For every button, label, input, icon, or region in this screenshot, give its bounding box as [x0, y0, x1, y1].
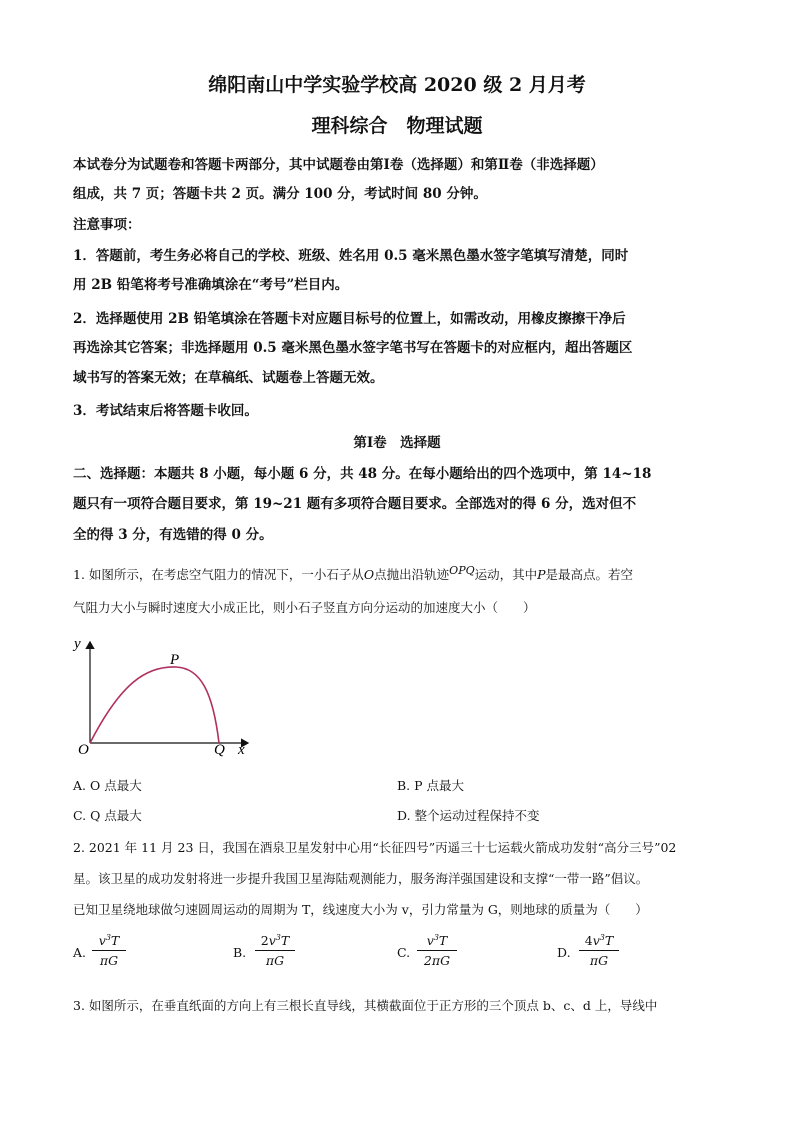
a-v: v	[98, 933, 106, 949]
q1-option-b[interactable]: B. P 点最大	[397, 778, 465, 793]
c-exp: 3	[433, 933, 439, 942]
q2-option-c-fraction[interactable]	[417, 933, 457, 968]
a-t: T	[110, 933, 120, 949]
q1-line-1	[73, 565, 633, 583]
d-exp: 3	[599, 933, 605, 942]
q1-text-d: 是最高点。若空	[545, 567, 634, 582]
a-exp: 3	[105, 933, 111, 942]
q1-text-c: 运动，其中	[474, 567, 538, 582]
notice-2-line-3: 域书写的答案无效；在草稿纸、试题卷上答题无效。	[73, 370, 384, 386]
q2-line-1: 2. 2021 年 11 月 23 日，我国在酒泉卫星发射中心用“长征四号”丙遥三十七运载火箭成功发射“高分三号”02	[73, 840, 677, 855]
exam-title: 绵阳南山中学实验学校高 2020 级 2 月月考	[208, 74, 586, 96]
q2-option-b-fraction[interactable]	[255, 933, 295, 968]
notice-2-line-1: 2．选择题使用 2B 铅笔填涂在答题卡对应题目标号的位置上，如需改动，用橡皮擦擦干净后	[73, 311, 626, 327]
section-line-2: 题只有一项符合题目要求，第 19~21 题有多项符合题目要求。全部选对的得 6 分，选对但不	[73, 496, 637, 512]
q2-option-a-label[interactable]: A.	[73, 945, 87, 960]
point-q-label: Q	[214, 742, 225, 758]
q2-option-d-label[interactable]: D.	[557, 945, 571, 960]
notice-1-line-1: 1．答题前，考生务必将自己的学校、班级、姓名用 0.5 毫米黑色墨水签字笔填写清楚，同时	[73, 248, 629, 264]
b-v: v	[268, 933, 276, 949]
d-v: v	[592, 933, 600, 949]
q3-line-1: 3. 如图所示，在垂直纸面的方向上有三根长直导线，其横截面位于正方形的三个顶点 b、c、d 上，导线中	[73, 998, 658, 1013]
c-den: 2πG	[423, 953, 451, 969]
notice-2-line-2: 再选涂其它答案；非选择题用 0.5 毫米黑色墨水签字笔书写在答题卡的对应框内，超出答题区	[73, 340, 633, 356]
q1-var-o: O	[363, 567, 375, 582]
q2-option-b-label[interactable]: B.	[233, 945, 247, 960]
notice-title: 注意事项：	[73, 217, 141, 233]
q1-var-opq: OPQ	[449, 564, 475, 577]
q1-option-a[interactable]: A. O 点最大	[73, 778, 142, 793]
q1-text-a: 1. 如图所示，在考虑空气阻力的情况下，一小石子从	[73, 567, 364, 582]
q1-option-d[interactable]: D. 整个运动过程保持不变	[397, 808, 540, 823]
point-o-label: O	[78, 742, 89, 758]
trajectory-curve	[90, 667, 219, 743]
section-title: 第Ⅰ卷 选择题	[353, 435, 441, 451]
q2-option-a-fraction[interactable]	[92, 933, 126, 968]
section-line-1: 二、选择题：本题共 8 小题，每小题 6 分，共 48 分。在每小题给出的四个选项中，第 14~18	[73, 466, 652, 482]
point-p-label: P	[170, 652, 180, 668]
b-coef: 2	[260, 933, 269, 949]
intro-line-1: 本试卷分为试题卷和答题卡两部分，其中试题卷由第Ⅰ卷（选择题）和第Ⅱ卷（非选择题）	[73, 157, 604, 173]
trajectory-figure	[66, 628, 266, 760]
q1-text-b: 点抛出沿轨迹	[374, 567, 450, 582]
exam-subtitle: 理科综合 物理试题	[311, 115, 483, 137]
b-t: T	[280, 933, 290, 949]
b-den: πG	[265, 953, 285, 969]
d-den: πG	[589, 953, 609, 969]
notice-3: 3．考试结束后将答题卡收回。	[73, 403, 258, 419]
x-label: x	[238, 742, 245, 758]
b-exp: 3	[275, 933, 281, 942]
q1-line-2: 气阻力大小与瞬时速度大小成正比，则小石子竖直方向分运动的加速度大小（ ）	[73, 600, 536, 615]
d-coef: 4	[584, 933, 593, 949]
a-den: πG	[99, 953, 119, 969]
q2-line-2: 星。该卫星的成功发射将进一步提升我国卫星海陆观测能力，服务海洋强国建设和支撑“一带一路”倡议。	[73, 871, 649, 886]
q2-option-c-label[interactable]: C.	[397, 945, 411, 960]
c-t: T	[438, 933, 448, 949]
q1-var-p: P	[537, 567, 546, 582]
q2-option-d-fraction[interactable]	[579, 933, 619, 968]
y-label: y	[74, 636, 81, 652]
intro-line-2: 组成，共 7 页；答题卡共 2 页。满分 100 分，考试时间 80 分钟。	[73, 186, 487, 202]
q2-line-3: 已知卫星绕地球做匀速圆周运动的周期为 T，线速度大小为 v，引力常量为 G，则地球的质量为（ ）	[73, 902, 648, 917]
notice-1-line-2: 用 2B 铅笔将考号准确填涂在“考号”栏目内。	[73, 277, 349, 293]
section-line-3: 全的得 3 分，有选错的得 0 分。	[73, 527, 273, 543]
d-t: T	[604, 933, 614, 949]
c-v: v	[426, 933, 434, 949]
q1-option-c[interactable]: C. Q 点最大	[73, 808, 142, 823]
